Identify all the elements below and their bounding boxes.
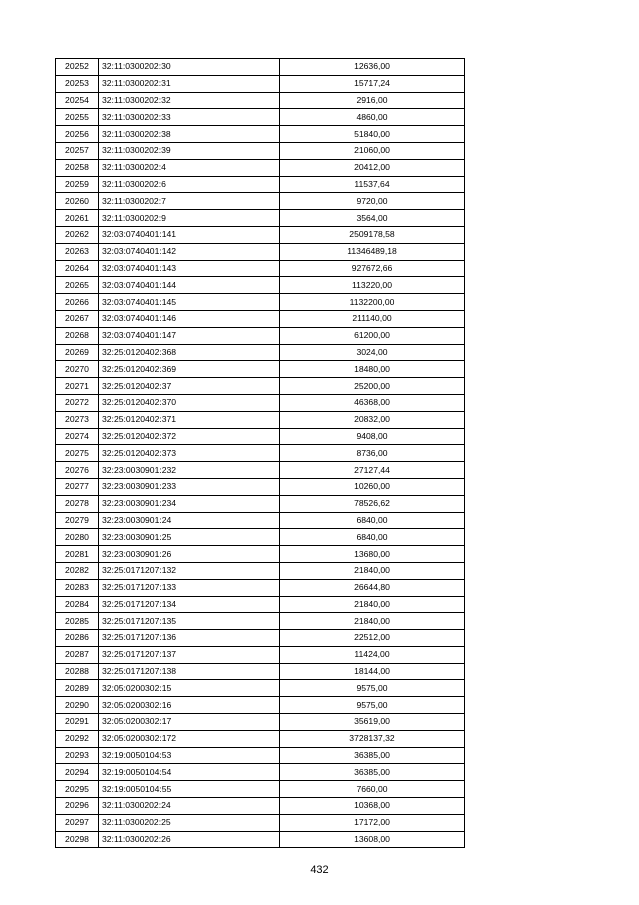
table-row (56, 579, 465, 596)
cadastral-number-cell: 32:05:0200302:16 (99, 697, 280, 714)
cadastral-value-cell: 25200,00 (280, 378, 465, 395)
table-row (56, 680, 465, 697)
cadastral-number-cell: 32:11:0300202:31 (99, 75, 280, 92)
cadastral-number-cell: 32:25:0171207:138 (99, 663, 280, 680)
cadastral-number-cell: 32:25:0120402:370 (99, 394, 280, 411)
cadastral-value-cell: 18144,00 (280, 663, 465, 680)
cadastral-value-cell: 10368,00 (280, 798, 465, 815)
cadastral-value-cell: 9575,00 (280, 697, 465, 714)
cadastral-value-cell: 61200,00 (280, 327, 465, 344)
cadastral-number-cell: 32:23:0030901:26 (99, 546, 280, 563)
cadastral-number-cell: 32:25:0171207:135 (99, 613, 280, 630)
table-row (56, 394, 465, 411)
cadastral-number-cell: 32:23:0030901:234 (99, 495, 280, 512)
cadastral-value-cell: 36385,00 (280, 764, 465, 781)
cadastral-value-cell: 9408,00 (280, 428, 465, 445)
table-row (56, 75, 465, 92)
cadastral-value-cell: 6840,00 (280, 529, 465, 546)
cadastral-number-cell: 32:25:0120402:368 (99, 344, 280, 361)
cadastral-number-cell: 32:05:0200302:15 (99, 680, 280, 697)
row-number-cell: 20268 (56, 327, 99, 344)
cadastral-value-cell: 8736,00 (280, 445, 465, 462)
table-row (56, 193, 465, 210)
row-number-cell: 20283 (56, 579, 99, 596)
row-number-cell: 20275 (56, 445, 99, 462)
table-row (56, 243, 465, 260)
table-row (56, 512, 465, 529)
table-row (56, 495, 465, 512)
row-number-cell: 20262 (56, 226, 99, 243)
table-row (56, 697, 465, 714)
cadastral-value-cell: 20412,00 (280, 159, 465, 176)
cadastral-value-cell: 113220,00 (280, 277, 465, 294)
row-number-cell: 20258 (56, 159, 99, 176)
cadastral-number-cell: 32:25:0120402:371 (99, 411, 280, 428)
row-number-cell: 20264 (56, 260, 99, 277)
table-row (56, 378, 465, 395)
cadastral-number-cell: 32:11:0300202:24 (99, 798, 280, 815)
cadastral-value-cell: 26644,80 (280, 579, 465, 596)
cadastral-value-cell: 22512,00 (280, 630, 465, 647)
row-number-cell: 20278 (56, 495, 99, 512)
row-number-cell: 20286 (56, 630, 99, 647)
cadastral-value-cell: 27127,44 (280, 462, 465, 479)
table-row (56, 478, 465, 495)
row-number-cell: 20294 (56, 764, 99, 781)
table-row (56, 59, 465, 76)
cadastral-number-cell: 32:11:0300202:4 (99, 159, 280, 176)
cadastral-number-cell: 32:23:0030901:25 (99, 529, 280, 546)
cadastral-value-cell: 7660,00 (280, 781, 465, 798)
table-row (56, 294, 465, 311)
cadastral-value-cell: 13608,00 (280, 831, 465, 848)
cadastral-value-cell: 927672,66 (280, 260, 465, 277)
table-row (56, 781, 465, 798)
cadastral-number-cell: 32:03:0740401:142 (99, 243, 280, 260)
table-row (56, 109, 465, 126)
row-number-cell: 20266 (56, 294, 99, 311)
cadastral-number-cell: 32:25:0120402:372 (99, 428, 280, 445)
cadastral-number-cell: 32:25:0120402:37 (99, 378, 280, 395)
cadastral-value-cell: 3728137,32 (280, 730, 465, 747)
table-row (56, 226, 465, 243)
cadastral-number-cell: 32:11:0300202:9 (99, 210, 280, 227)
table-row (56, 462, 465, 479)
row-number-cell: 20257 (56, 142, 99, 159)
cadastral-value-cell: 11346489,18 (280, 243, 465, 260)
cadastral-number-cell: 32:11:0300202:33 (99, 109, 280, 126)
cadastral-number-cell: 32:03:0740401:146 (99, 310, 280, 327)
cadastral-value-cell: 2916,00 (280, 92, 465, 109)
row-number-cell: 20277 (56, 478, 99, 495)
cadastral-number-cell: 32:11:0300202:6 (99, 176, 280, 193)
cadastral-number-cell: 32:23:0030901:232 (99, 462, 280, 479)
cadastral-value-cell: 17172,00 (280, 814, 465, 831)
table-row (56, 277, 465, 294)
cadastral-value-cell: 51840,00 (280, 126, 465, 143)
row-number-cell: 20282 (56, 562, 99, 579)
table-row (56, 613, 465, 630)
table-row (56, 663, 465, 680)
row-number-cell: 20254 (56, 92, 99, 109)
row-number-cell: 20292 (56, 730, 99, 747)
row-number-cell: 20271 (56, 378, 99, 395)
row-number-cell: 20297 (56, 814, 99, 831)
row-number-cell: 20287 (56, 646, 99, 663)
row-number-cell: 20274 (56, 428, 99, 445)
row-number-cell: 20256 (56, 126, 99, 143)
row-number-cell: 20263 (56, 243, 99, 260)
cadastral-value-cell: 35619,00 (280, 714, 465, 731)
cadastral-number-cell: 32:25:0171207:134 (99, 596, 280, 613)
cadastral-value-cell: 21840,00 (280, 613, 465, 630)
table-row (56, 126, 465, 143)
row-number-cell: 20272 (56, 394, 99, 411)
table-row (56, 798, 465, 815)
cadastral-value-cell: 211140,00 (280, 310, 465, 327)
cadastral-value-cell: 4860,00 (280, 109, 465, 126)
cadastral-number-cell: 32:25:0120402:369 (99, 361, 280, 378)
cadastral-number-cell: 32:11:0300202:25 (99, 814, 280, 831)
row-number-cell: 20260 (56, 193, 99, 210)
cadastral-value-table (55, 58, 465, 848)
row-number-cell: 20293 (56, 747, 99, 764)
row-number-cell: 20290 (56, 697, 99, 714)
row-number-cell: 20259 (56, 176, 99, 193)
cadastral-number-cell: 32:25:0171207:133 (99, 579, 280, 596)
table-row (56, 92, 465, 109)
cadastral-number-cell: 32:03:0740401:141 (99, 226, 280, 243)
cadastral-number-cell: 32:03:0740401:143 (99, 260, 280, 277)
row-number-cell: 20252 (56, 59, 99, 76)
table-row (56, 596, 465, 613)
cadastral-number-cell: 32:25:0120402:373 (99, 445, 280, 462)
cadastral-number-cell: 32:11:0300202:38 (99, 126, 280, 143)
row-number-cell: 20269 (56, 344, 99, 361)
table-row (56, 831, 465, 848)
cadastral-value-cell: 2509178,58 (280, 226, 465, 243)
table-row (56, 428, 465, 445)
cadastral-number-cell: 32:05:0200302:172 (99, 730, 280, 747)
table-row (56, 260, 465, 277)
table-row (56, 562, 465, 579)
table-body (56, 59, 465, 848)
cadastral-value-cell: 36385,00 (280, 747, 465, 764)
cadastral-value-cell: 6840,00 (280, 512, 465, 529)
row-number-cell: 20267 (56, 310, 99, 327)
cadastral-number-cell: 32:11:0300202:32 (99, 92, 280, 109)
cadastral-number-cell: 32:25:0171207:137 (99, 646, 280, 663)
row-number-cell: 20288 (56, 663, 99, 680)
row-number-cell: 20261 (56, 210, 99, 227)
table-row (56, 361, 465, 378)
cadastral-value-cell: 12636,00 (280, 59, 465, 76)
table-row (56, 747, 465, 764)
cadastral-number-cell: 32:05:0200302:17 (99, 714, 280, 731)
page-number: 432 (310, 864, 329, 876)
cadastral-value-cell: 20832,00 (280, 411, 465, 428)
table-row (56, 529, 465, 546)
cadastral-value-cell: 1132200,00 (280, 294, 465, 311)
row-number-cell: 20273 (56, 411, 99, 428)
table-row (56, 176, 465, 193)
row-number-cell: 20270 (56, 361, 99, 378)
cadastral-value-cell: 10260,00 (280, 478, 465, 495)
cadastral-number-cell: 32:11:0300202:26 (99, 831, 280, 848)
cadastral-number-cell: 32:19:0050104:54 (99, 764, 280, 781)
table-row (56, 445, 465, 462)
cadastral-value-cell: 15717,24 (280, 75, 465, 92)
row-number-cell: 20298 (56, 831, 99, 848)
cadastral-number-cell: 32:03:0740401:145 (99, 294, 280, 311)
row-number-cell: 20285 (56, 613, 99, 630)
row-number-cell: 20284 (56, 596, 99, 613)
row-number-cell: 20295 (56, 781, 99, 798)
row-number-cell: 20280 (56, 529, 99, 546)
row-number-cell: 20289 (56, 680, 99, 697)
cadastral-number-cell: 32:19:0050104:53 (99, 747, 280, 764)
cadastral-number-cell: 32:25:0171207:132 (99, 562, 280, 579)
row-number-cell: 20265 (56, 277, 99, 294)
cadastral-number-cell: 32:03:0740401:147 (99, 327, 280, 344)
row-number-cell: 20291 (56, 714, 99, 731)
row-number-cell: 20281 (56, 546, 99, 563)
cadastral-number-cell: 32:03:0740401:144 (99, 277, 280, 294)
cadastral-number-cell: 32:11:0300202:7 (99, 193, 280, 210)
cadastral-value-cell: 13680,00 (280, 546, 465, 563)
table-row (56, 764, 465, 781)
cadastral-value-cell: 11537,64 (280, 176, 465, 193)
table-row (56, 210, 465, 227)
table-row (56, 814, 465, 831)
row-number-cell: 20255 (56, 109, 99, 126)
cadastral-value-cell: 21060,00 (280, 142, 465, 159)
cadastral-value-cell: 3564,00 (280, 210, 465, 227)
table-row (56, 310, 465, 327)
cadastral-value-cell: 46368,00 (280, 394, 465, 411)
table-row (56, 646, 465, 663)
cadastral-value-cell: 78526,62 (280, 495, 465, 512)
cadastral-value-cell: 21840,00 (280, 596, 465, 613)
cadastral-value-cell: 18480,00 (280, 361, 465, 378)
cadastral-value-cell: 21840,00 (280, 562, 465, 579)
row-number-cell: 20296 (56, 798, 99, 815)
cadastral-value-cell: 3024,00 (280, 344, 465, 361)
cadastral-number-cell: 32:11:0300202:30 (99, 59, 280, 76)
row-number-cell: 20276 (56, 462, 99, 479)
table-row (56, 411, 465, 428)
cadastral-number-cell: 32:25:0171207:136 (99, 630, 280, 647)
cadastral-number-cell: 32:11:0300202:39 (99, 142, 280, 159)
cadastral-number-cell: 32:19:0050104:55 (99, 781, 280, 798)
table-row (56, 714, 465, 731)
row-number-cell: 20253 (56, 75, 99, 92)
row-number-cell: 20279 (56, 512, 99, 529)
table-row (56, 546, 465, 563)
table-row (56, 327, 465, 344)
cadastral-value-cell: 9575,00 (280, 680, 465, 697)
cadastral-value-cell: 9720,00 (280, 193, 465, 210)
table-row (56, 159, 465, 176)
cadastral-number-cell: 32:23:0030901:24 (99, 512, 280, 529)
table-row (56, 344, 465, 361)
table-row (56, 730, 465, 747)
cadastral-value-cell: 11424,00 (280, 646, 465, 663)
table-row (56, 630, 465, 647)
table-row (56, 142, 465, 159)
cadastral-number-cell: 32:23:0030901:233 (99, 478, 280, 495)
